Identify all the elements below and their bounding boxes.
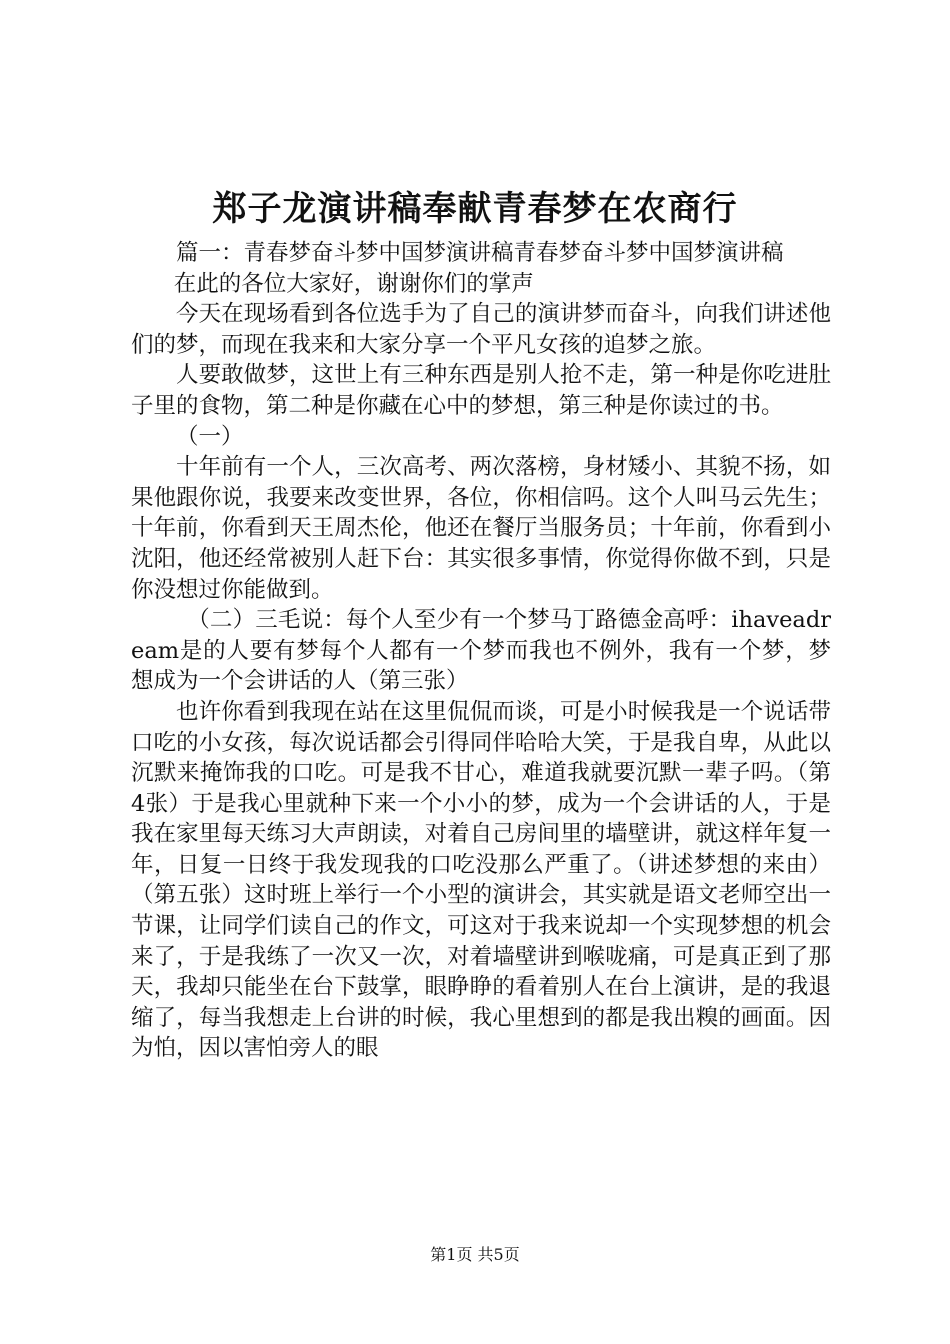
- document-body: [131, 238, 831, 1064]
- document-title: 郑子龙演讲稿奉献青春梦在农商行: [212, 189, 738, 229]
- paragraph-1: 篇一：青春梦奋斗梦中国梦演讲稿青春梦奋斗梦中国梦演讲稿: [176, 240, 784, 266]
- paragraph-3: 今天在现场看到各位选手为了自己的演讲梦而奋斗，向我们讲述他们的梦，而现在我来和大家分享一个平凡女孩的追梦之旅。: [131, 301, 831, 358]
- paragraph-5: （一）: [176, 423, 244, 450]
- paragraph-7: （二）三毛说：每个人至少有一个梦马丁路德金高呼：ihaveadream是的人要有梦每个人都有一个梦而我也不例外，我有一个梦，梦想成为一个会讲话的人（第三张）: [131, 607, 831, 695]
- paragraph-2: 在此的各位大家好，谢谢你们的掌声: [173, 270, 534, 297]
- paragraph-4: 人要敢做梦，这世上有三种东西是别人抢不走，第一种是你吃进肚子里的食物，第二种是你藏在心中的梦想，第三种是你读过的书。: [131, 362, 831, 419]
- paragraph-6: 十年前有一个人，三次高考、两次落榜，身材矮小、其貌不扬，如果他跟你说，我要来改变世界，各位，你相信吗。这个人叫马云先生；十年前，你看到天王周杰伦，他还在餐厅当服务员；十年前，你看到小沈阳，他还经常被别人赶下台：其实很多事情，你觉得你做不到，只是你没想过你能做到。: [131, 454, 831, 603]
- page-footer: 第1页 共5页: [430, 1245, 520, 1264]
- paragraph-8: 也许你看到我现在站在这里侃侃而谈，可是小时候我是一个说话带口吃的小女孩，每次说话都会引得同伴哈哈大笑，于是我自卑，从此以沉默来掩饰我的口吃。可是我不甘心，难道我就要沉默一辈子吗。（第4张）于是我心里就种下来一个小小的梦，成为一个会讲话的人，于是我在家里每天练习大声朗读，对着自己房间里的墙壁讲，就这样年复一年，日复一日终于我发现我的口吃没那么严重了。（讲述梦想的来由）（第五张）这时班上举行一个小型的演讲会，其实就是语文老师空出一节课，让同学们读自己的作文，可这对于我来说却一个实现梦想的机会来了，于是我练了一次又一次，对着墙壁讲到喉咙痛，可是真正到了那天，我却只能坐在台下鼓掌，眼睁睁的看着别人在台上演讲，是的我退缩了，每当我想走上台讲的时候，我心里想到的都是我出糗的画面。因为怕，因以害怕旁人的眼: [131, 698, 831, 1062]
